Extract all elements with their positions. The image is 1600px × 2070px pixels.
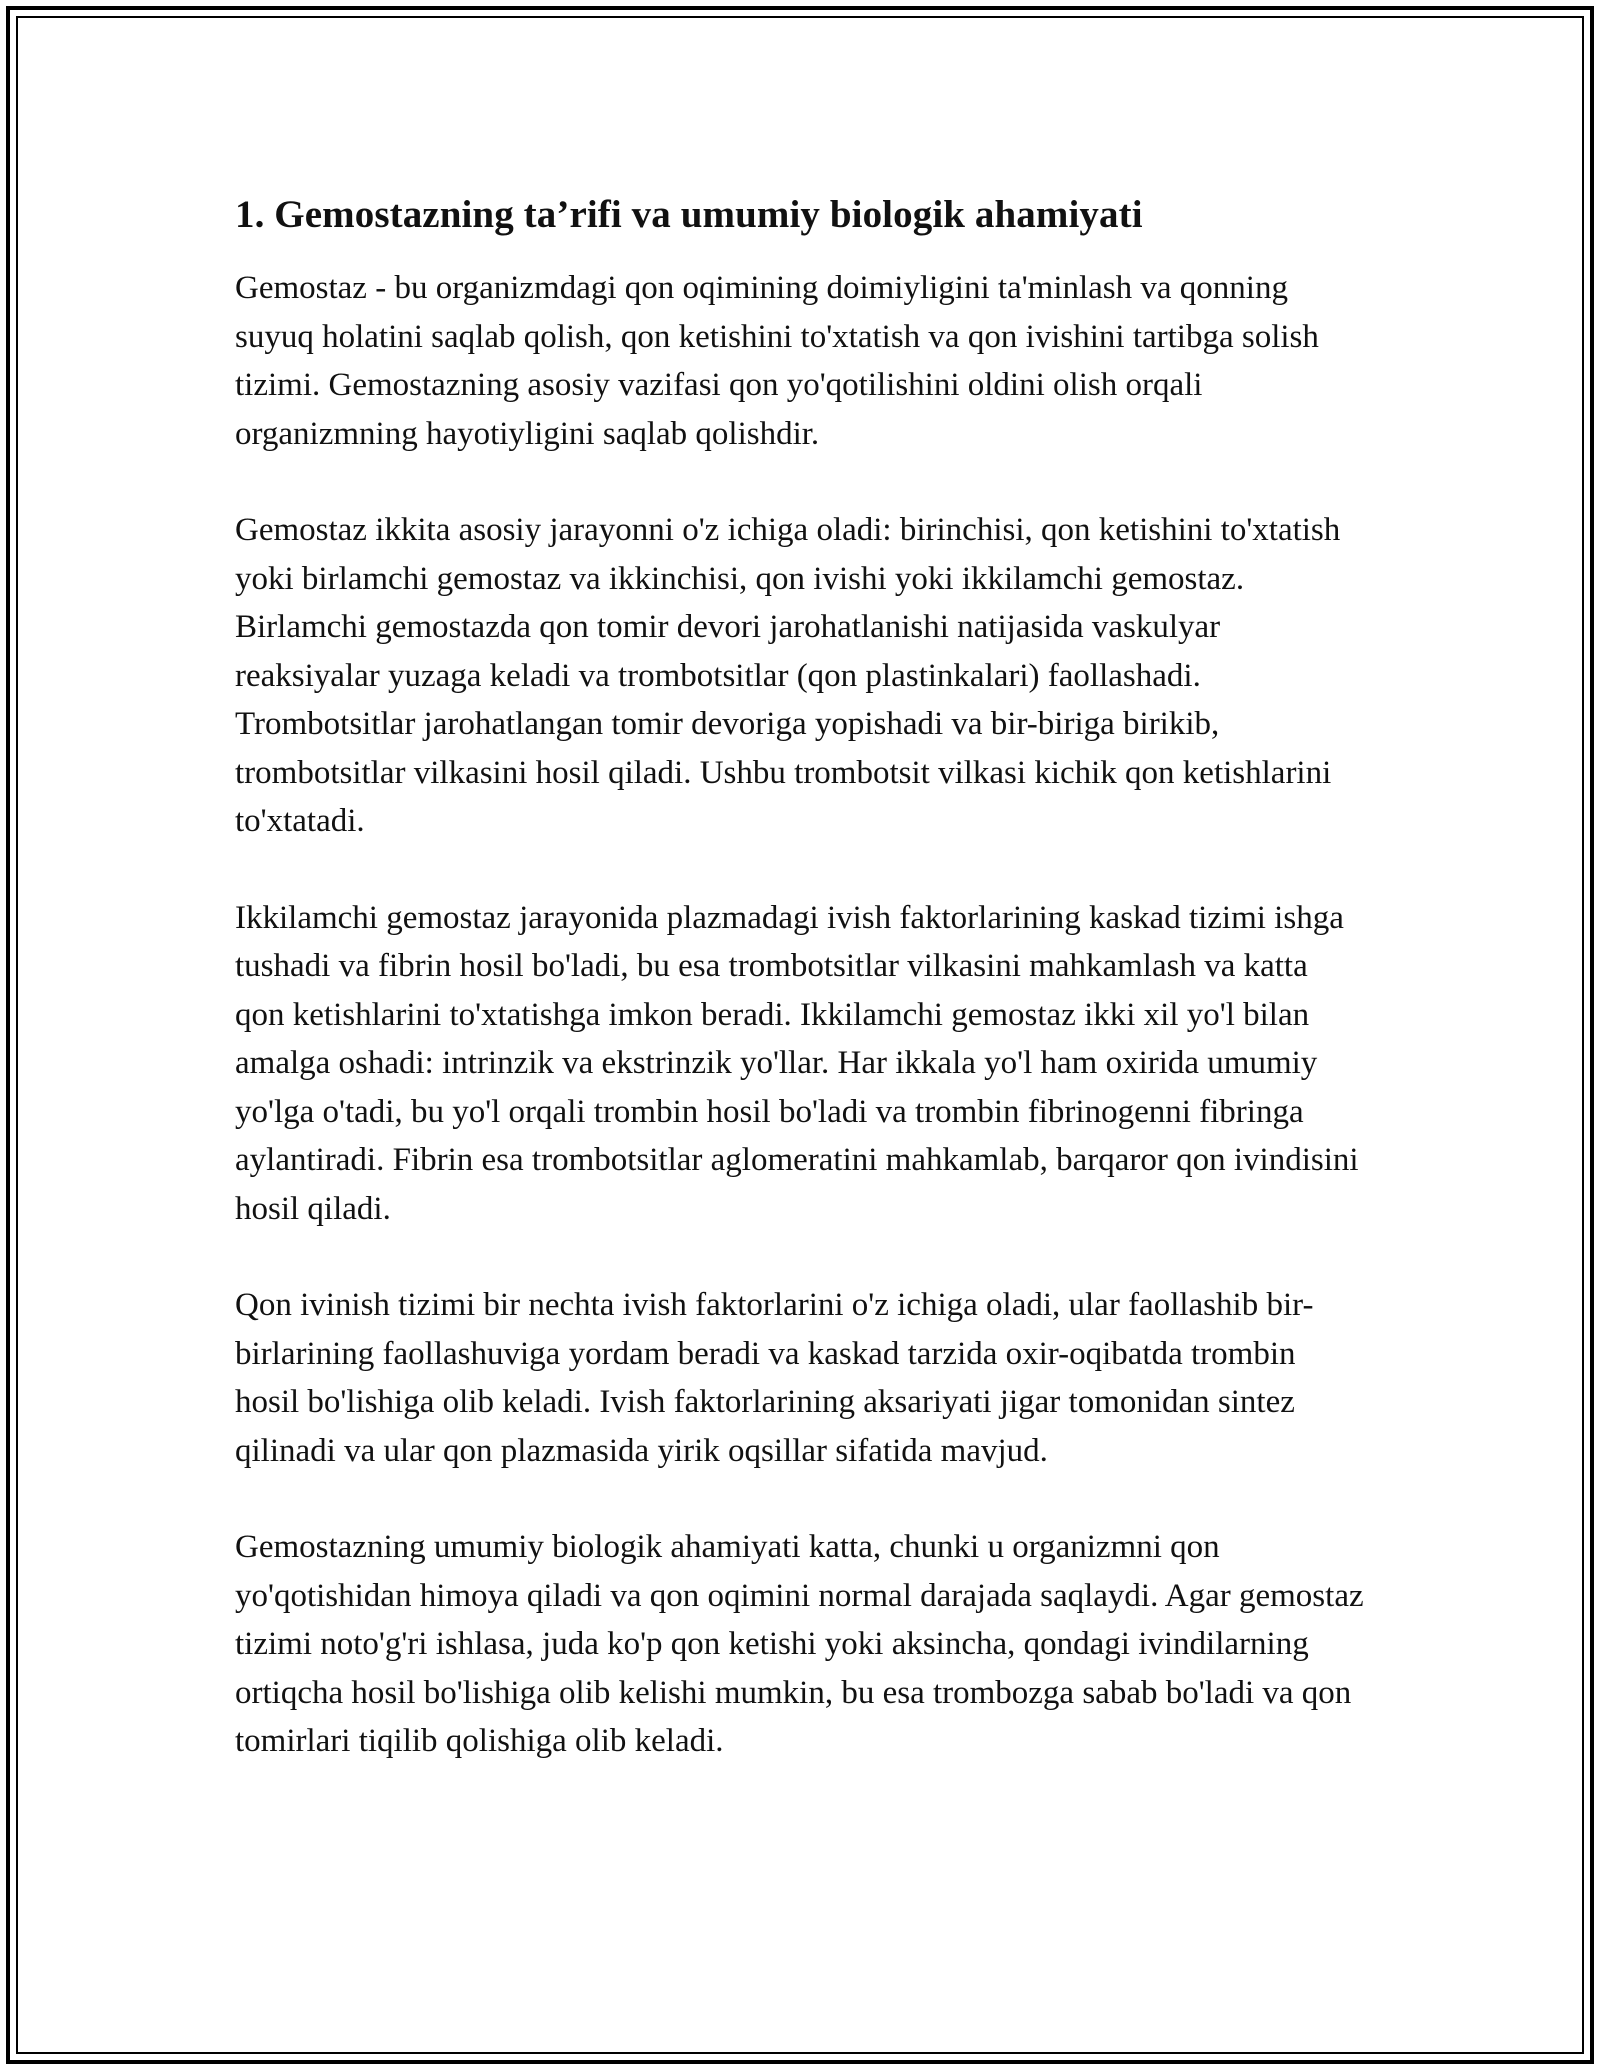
paragraph-4: Qon ivinish tizimi bir nechta ivish faktorlarini o'z ichiga oladi, ular faollashib bir-birlarining faollashuviga yordam beradi va kaskad tarzida oxir-oqibatda trombin hosil bo'lishiga olib keladi. Ivish faktorlarining aksariyati jigar tomonidan sintez qilinadi va ular qon plazmasida yirik oqsillar sifatida mavjud. (235, 1287, 1314, 1469)
paragraph-1: Gemostaz - bu organizmdagi qon oqimining doimiyligini ta'minlash va qonning suyuq holatini saqlab qolish, qon ketishini to'xtatish va qon ivishini tartibga solish tizimi. Gemostazning asosiy vazifasi qon yo'qotilishini oldini olish orqali organizmning hayotiyligini saqlab qolishdir. (235, 270, 1319, 452)
paragraph-2: Gemostaz ikkita asosiy jarayonni o'z ichiga oladi: birinchisi, qon ketishini to'xtatish yoki birlamchi gemostaz va ikkinchisi, qon ivishi yoki ikkilamchi gemostaz. Birlamchi gemostazda qon tomir devori jarohatlanishi natijasida vaskulyar reaksiyalar yuzaga keladi va trombotsitlar (qon plastinkalari) faollashadi. Trombotsitlar jarohatlangan tomir devoriga yopishadi va bir-biriga birikib, trombotsitlar vilkasini hosil qiladi. Ushbu trombotsit vilkasi kichik qon ketishlarini to'xtatadi. (235, 512, 1341, 839)
document-body (235, 186, 1365, 1814)
page-title: 1. Gemostazning ta’rifi va umumiy biologik ahamiyati (235, 193, 1143, 236)
paragraph-3: Ikkilamchi gemostaz jarayonida plazmadagi ivish faktorlarining kaskad tizimi ishga tushadi va fibrin hosil bo'ladi, bu esa trombotsitlar vilkasini mahkamlash va katta qon ketishlarini to'xtatishga imkon beradi. Ikkilamchi gemostaz ikki xil yo'l bilan amalga oshadi: intrinzik va ekstrinzik yo'llar. Har ikkala yo'l ham oxirida umumiy yo'lga o'tadi, bu yo'l orqali trombin hosil bo'ladi va trombin fibrinogenni fibringa aylantiradi. Fibrin esa trombotsitlar aglomeratini mahkamlab, barqaror qon ivindisini hosil qiladi. (235, 899, 1359, 1227)
paragraph-5: Gemostazning umumiy biologik ahamiyati katta, chunki u organizmni qon yo'qotishidan himoya qiladi va qon oqimini normal darajada saqlaydi. Agar gemostaz tizimi noto'g'ri ishlasa, juda ko'p qon ketishi yoki aksincha, qondagi ivindilarning ortiqcha hosil bo'lishiga olib kelishi mumkin, bu esa trombozga sabab bo'ladi va qon tomirlari tiqilib qolishiga olib keladi. (235, 1529, 1364, 1759)
